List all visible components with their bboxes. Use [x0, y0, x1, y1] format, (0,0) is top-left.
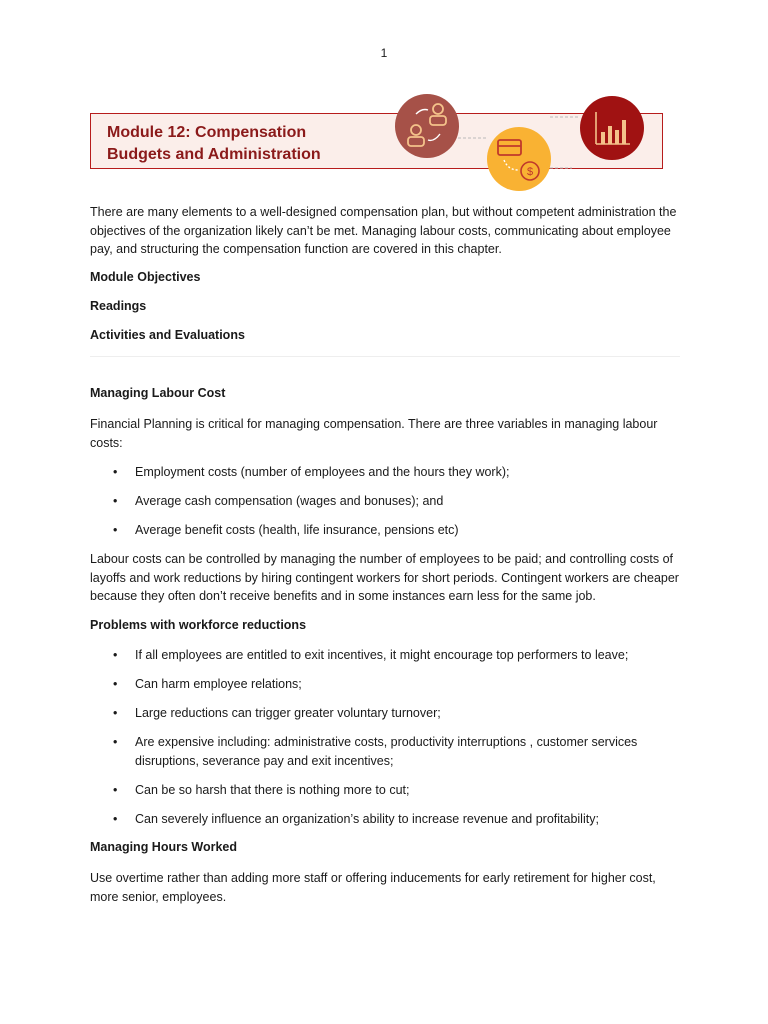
- list-item: • Can be so harsh that there is nothing more to cut;: [90, 781, 680, 800]
- intro-paragraph: There are many elements to a well-designed compensation plan, but without competent administration the objectives of the organization likely can’t be met. Managing labour costs, communicating about employee pay, and structuring the compensation function are covered in this chapter.: [90, 205, 677, 256]
- workforce-reductions-list: [90, 646, 680, 828]
- section-divider: [90, 356, 680, 357]
- section-heading-labour-cost: Managing Labour Cost: [90, 386, 226, 400]
- activities-link[interactable]: Activities and Evaluations: [90, 328, 245, 342]
- bar-chart-icon: [580, 96, 644, 160]
- hours-worked-paragraph: Use overtime rather than adding more staff or offering inducements for early retirement for higher cost, more senior, employees.: [90, 871, 656, 904]
- page-number: 1: [380, 46, 388, 60]
- svg-text:$: $: [526, 166, 534, 178]
- module-objectives-link[interactable]: Module Objectives: [90, 270, 201, 284]
- list-item: • If all employees are entitled to exit incentives, it might encourage top performers to leave;: [90, 646, 680, 665]
- section-heading-workforce-reductions: Problems with workforce reductions: [90, 618, 307, 632]
- section-heading-hours-worked: Managing Hours Worked: [90, 840, 238, 854]
- list-item: • Large reductions can trigger greater voluntary turnover;: [90, 704, 680, 723]
- list-item: • Are expensive including: administrative costs, productivity interruptions , customer services disruptions, severance pay and exit incentives;: [90, 733, 680, 770]
- banner-title-line-2: Budgets and Administration: [107, 146, 321, 163]
- banner-title-line-1: Module 12: Compensation: [107, 124, 307, 141]
- people-exchange-icon: [395, 94, 459, 158]
- list-item: • Average benefit costs (health, life insurance, pensions etc): [90, 521, 680, 540]
- banner-illustration: [380, 90, 670, 200]
- list-item: • Can harm employee relations;: [90, 675, 680, 694]
- list-item: • Can severely influence an organization’s ability to increase revenue and profitability;: [90, 810, 680, 829]
- labour-cost-intro: Financial Planning is critical for managing compensation. There are three variables in managing labour costs:: [90, 417, 658, 450]
- labour-cost-paragraph: Labour costs can be controlled by managing the number of employees to be paid; and controlling costs of layoffs and work reductions by hiring contingent workers for short periods. Contingent workers are cheaper because they often don’t receive benefits and in some instances earn less for the same job.: [90, 552, 679, 603]
- list-item: • Employment costs (number of employees and the hours they work);: [90, 463, 680, 482]
- list-item: • Average cash compensation (wages and bonuses); and: [90, 492, 680, 511]
- card-payment-icon: [487, 127, 551, 191]
- labour-cost-list: [90, 463, 680, 540]
- readings-link[interactable]: Readings: [90, 299, 147, 313]
- banner-title: [107, 122, 321, 166]
